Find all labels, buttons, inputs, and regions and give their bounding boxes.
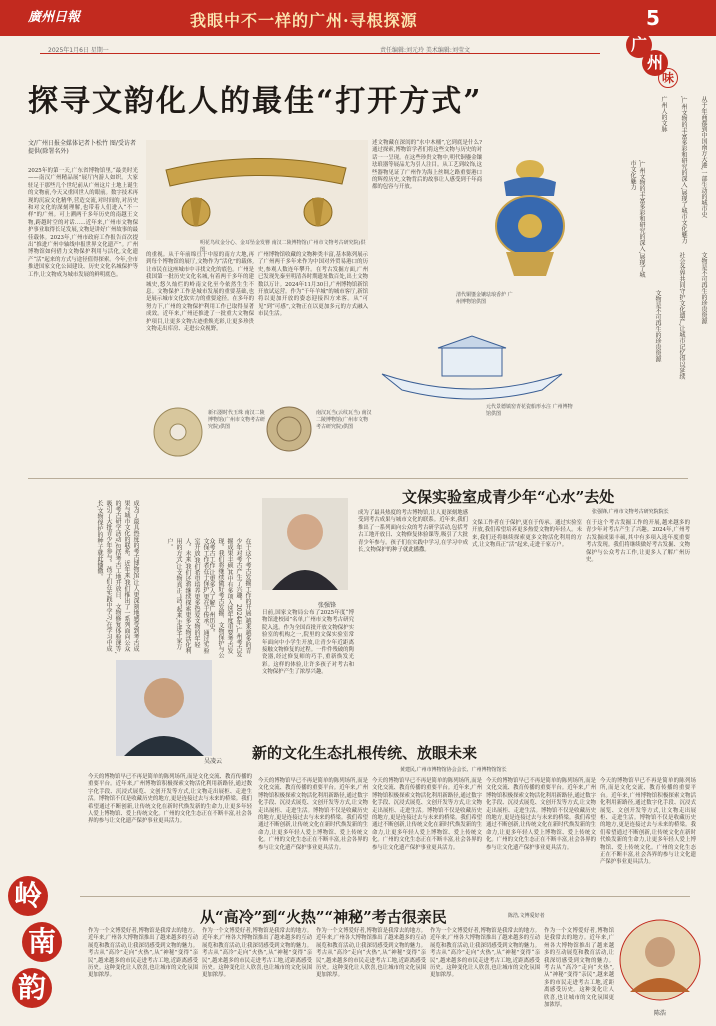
author-portrait <box>262 498 348 590</box>
story2-vertical-text: 文保工作者在于保护,更在于传承。通过实验室开放,我们希望培养更多热爱文物的年轻人。未来,我们还将继续探索更多文物活化利用的方式,让文物真正“活”起来,走进千家万户。 <box>166 538 209 654</box>
right-col: 社会各界共同守护文化遗产,让城市记忆得以延续 <box>678 252 685 380</box>
lingnan-badge <box>8 876 74 1026</box>
divider <box>28 478 688 479</box>
story2-vertical-text: 在于这个考古发掘工作的开展,越来越多的青少年对考古产生了兴趣。2024年,广州考古发掘成果丰硕,其中有多项入选年度重要考古发现。我们将继续做好考古发掘、文物保护与公众考古工作,让更多人了解广州历史。 <box>208 538 251 658</box>
right-col: 从千年商都到中国南方大港,一部生动的城市史 <box>700 96 707 218</box>
porcelain-boat-image <box>372 334 572 404</box>
story2-col2: 成为了最具热度的考古博物馆,让人更深刻地感受到考古成果与城市文化的联系。近年来,我们推出了一系列面向公众的考古研学活动,包括考古工地开放日、文物修复体验课等,吸引了大批青少年参与。孩子们在实践中学习,在学习中成长,文物保护的种子就此播撒。 <box>358 510 468 554</box>
main-col2: 的重视。从千年前绵亘于中原的南方大地,再到每个博物馆的展厅,文物作为“活化”的载体,让市民在这座城市中寻找文化的底色。广州是我国第一批历史文化名城,有着两千多年的建城史,悠久灿烂的岭南文化至今依然生生不息。文物保护工作是城市发展的重要基础,也是展示城市文化软实力的重要途径。在多年的努力下,广州的文物保护利用工作已取得显著成效。近年来,广州还推进了一批重大文物保护项目,让更多文物古迹重焕光彩,让更多珍贵文物走出库房、走进公众视野。 <box>146 252 254 333</box>
main-col4: 述文物藏在深闺的“水中木桶”,它到底是什么?通过探索,博物馆学者们将这些文物与历史的对话一一呈现。在这些珍贵文物中,明代铜鎏金镶珐琅器等展品尤为引人注目。从工艺到纹饰,这些器物见证了广州作为海上丝绸之路重要港口的辉煌历史,文物背后的故事让人感受到千年商都的包容与开放。 <box>372 140 482 191</box>
badge-char: 南 <box>22 922 62 962</box>
story3-col1: 今天的博物馆早已不再是简单的陈列场所,而是文化交流、教育传播的重要平台。近年来,广州博物馆积极探索文物活化利用新路径,通过数字化手段、沉浸式展览、文创开发等方式,让文物走出展柜、走进生活。博物馆不仅是收藏历史的地方,更是连接过去与未来的桥梁。我们希望通过不断创新,让传统文化在新时代焕发新的生命力,让更多年轻人爱上博物馆、爱上传统文化。广州的文化生态正在不断丰富,社会各界的参与让文化遗产保护事业更具活力。 <box>88 774 252 825</box>
story4-col1: 作为一个文博爱好者,博物馆是我常去的地方。近年来,广州各大博物馆推出了越来越多的互动展览和教育活动,让我深切感受到文物的魅力。考古从“高冷”走向“火热”,从“神秘”变得“亲民”,越来越多的市民走进考古工地,近距离感受历史。这种变化让人欣喜,也让城市的文化氛围更加浓厚。 <box>88 928 198 979</box>
section-mark <box>626 28 682 88</box>
story4-name: 陈浩 <box>654 1010 667 1017</box>
story3-col4: 今天的博物馆早已不再是简单的陈列场所,而是文化交流、教育传播的重要平台。近年来,广州博物馆积极探索文物活化利用新路径,通过数字化手段、沉浸式展览、文创开发等方式,让文物走出展柜、走进生活。博物馆不仅是收藏历史的地方,更是连接过去与未来的桥梁。我们希望通过不断创新,让传统文化在新时代焕发新的生命力,让更多年轻人爱上博物馆、爱上传统文化。广州的文化生态正在不断丰富,社会各界的参与让文化遗产保护事业更具活力。 <box>486 778 596 851</box>
tile-disc-caption: 南汉瓦当(云纹瓦当) 南汉二陵博物馆(广州市文物考古研究院)供图 <box>316 410 372 430</box>
issue-info <box>40 42 600 54</box>
column-slogan: 我眼中不一样的广州·寻根探源 <box>190 11 418 30</box>
gold-ornament-image <box>146 140 368 240</box>
right-col: 广州人的文脉 <box>660 96 667 132</box>
story2-author-note: 张强锋,广州市文物考古研究院院长 <box>592 509 669 515</box>
story3-col3: 今天的博物馆早已不再是简单的陈列场所,而是文化交流、教育传播的重要平台。近年来,广州博物馆积极探索文物活化利用新路径,通过数字化手段、沉浸式展览、文创开发等方式,让文物走出展柜、走进生活。博物馆不仅是收藏历史的地方,更是连接过去与未来的桥梁。我们希望通过不断创新,让传统文化在新时代焕发新的生命力,让更多年轻人爱上博物馆、爱上传统文化。广州的文化生态正在不断丰富,社会各界的参与让文化遗产保护事业更具活力。 <box>372 778 482 851</box>
story2-title: 文保实验室成青少年“心水”去处 <box>402 488 615 506</box>
issue-date: 2025年1月6日 星期一 <box>48 47 109 54</box>
jade-bead-image <box>150 404 206 460</box>
badge-char: 岭 <box>8 876 48 916</box>
divider <box>80 896 690 897</box>
tile-disc-image <box>264 404 314 454</box>
main-col1: 2025年的第一天,广东省博物馆里,“最美时光——南汉广州精品展”展厅内游人如织。大家驻足于那些几个世纪前从广州这片土地上诞生的文物前,今天又重回世人的眼前。数字技术再现的沉寂文化精华,营造交流,对时间的,对历史和对文化的深刻理解,也带着人们进入“不一样”的广州。可上溯两千多年历史的南越王文物,跨越时空的对话……近年来,广州市文物保护事业取得长足发展,文物是讲好广州故事的最佳载体。2023年,广州市政府工作报告首次提出“推进广州中轴线申报世界文化遗产”。广州博物馆如何借力文物保护利用与活化,文化遗产“活”起来的方式与途径值得探索。今年,全市推进国家文化公园建设、历史文化名城保护等工作,让文物成为城市发展的鲜明底色。 <box>28 168 138 278</box>
story2-col3: 文保工作者在于保护,更在于传承。通过实验室开放,我们希望培养更多热爱文物的年轻人。未来,我们还将继续探索更多文物活化利用的方式,让文物真正“活”起来,走进千家万户。 <box>472 520 582 549</box>
story4-col4: 作为一个文博爱好者,博物馆是我常去的地方。近年来,广州各大博物馆推出了越来越多的互动展览和教育活动,让我深切感受到文物的魅力。考古从“高冷”走向“火热”,从“神秘”变得“亲民”,越来越多的市民走进考古工地,近距离感受历史。这种变化让人欣喜,也让城市的文化氛围更加浓厚。 <box>430 928 540 979</box>
story2-author: 张强锋 <box>318 602 337 609</box>
section-char: 州 <box>642 50 668 76</box>
story2-col4: 在于这个考古发掘工作的开展,越来越多的青少年对考古产生了兴趣。2024年,广州考古发掘成果丰硕,其中有多项入选年度重要考古发现。我们将继续做好考古发掘、文物保护与公众考古工作,让更多人了解广州历史。 <box>586 520 690 564</box>
right-col: ,广州文物的丰富多彩和研究的深入,展现了城市文化魅力 <box>629 160 645 278</box>
page-banner <box>0 0 716 36</box>
main-col3: 广州博物馆收藏的文物种类丰富,基本陈列展示了广州两千多年来作为中国对外贸易港口的历史,参观人数连年攀升。在考古发掘方面,广州已发现先秦至明清各时期遗址数百处,出土文物数以万计。2024年11月30日,广州博物馆新馆开放试运营。作为“千年羊城”的城市客厅,新馆将以更加开放的姿态迎接四方来客。从“可见”到“可感”,文物正在以更加多元的方式融入市民生活。 <box>258 252 369 318</box>
story3-name: 吴凌云 <box>204 758 223 765</box>
boat-caption: 元代景德镇窑青花瓷船形水注 广州博物馆供图 <box>486 404 573 417</box>
right-col: 文物是不可再生的珍贵资源 <box>700 252 707 324</box>
section-char: 味 <box>658 68 678 88</box>
incense-burner-image <box>484 142 576 292</box>
story3-title: 新的文化生态扎根传统、放眼未来 <box>252 744 478 762</box>
author-portrait <box>116 660 212 756</box>
main-headline: 探寻文韵化人的最佳“打开方式” <box>28 84 483 119</box>
newspaper-logo: 廣州日報 <box>28 10 81 25</box>
incense-caption: 清代铜鎏金镶珐琅香炉 广州博物馆供图 <box>456 292 513 305</box>
story3-col2: 今天的博物馆早已不再是简单的陈列场所,而是文化交流、教育传播的重要平台。近年来,广州博物馆积极探索文物活化利用新路径,通过数字化手段、沉浸式展览、文创开发等方式,让文物走出展柜、走进生活。博物馆不仅是收藏历史的地方,更是连接过去与未来的桥梁。我们希望通过不断创新,让传统文化在新时代焕发新的生命力,让更多年轻人爱上博物馆、爱上传统文化。广州的文化生态正在不断丰富,社会各界的参与让文化遗产保护事业更具活力。 <box>258 778 368 851</box>
main-byline: 文/广州日报全媒体记者卜松竹 图/受访者提供(除署名外) <box>28 140 136 155</box>
page-number: 5 <box>646 6 660 30</box>
section-char: 广 <box>626 32 652 58</box>
story4-col5: 作为一个文博爱好者,博物馆是我常去的地方。近年来,广州各大博物馆推出了越来越多的互动展览和教育活动,让我深切感受到文物的魅力。考古从“高冷”走向“火热”,从“神秘”变得“亲民”,越来越多的市民走进考古工地,近距离感受历史。这种变化让人欣喜,也让城市的文化氛围更加浓厚。 <box>544 928 614 1009</box>
story3-author: 黄建民,广州市博物馆协会会长、广州博物馆馆长 <box>400 767 507 773</box>
story2-vertical-text: 成为了最具热度的考古博物馆,让人更深刻地感受到考古成果与城市文化的联系。近年来,我们推出了一系列面向公众的考古研学活动,包括考古工地开放日、文物修复体验课等,吸引了大批青少年参与。孩子们在实践中学习,在学习中成长,文物保护的种子就此播撒。 <box>96 500 139 654</box>
story4-author: 陈浩,文博爱好者 <box>508 913 545 919</box>
editors: 责任编辑:刘元玲 美术编辑:刘莹文 <box>380 47 470 54</box>
jade-bead-caption: 新石器时代玉珠 南汉二陵博物馆(广州市文物考古研究院)供图 <box>208 410 265 430</box>
author-portrait <box>618 918 702 1002</box>
story4-col2: 作为一个文博爱好者,博物馆是我常去的地方。近年来,广州各大博物馆推出了越来越多的互动展览和教育活动,让我深切感受到文物的魅力。考古从“高冷”走向“火热”,从“神秘”变得“亲民”,越来越多的市民走进考古工地,近距离感受历史。这种变化让人欣喜,也让城市的文化氛围更加浓厚。 <box>202 928 312 979</box>
story4-col3: 作为一个文博爱好者,博物馆是我常去的地方。近年来,广州各大博物馆推出了越来越多的互动展览和教育活动,让我深切感受到文物的魅力。考古从“高冷”走向“火热”,从“神秘”变得“亲民”,越来越多的市民走进考古工地,近距离感受历史。这种变化让人欣喜,也让城市的文化氛围更加浓厚。 <box>316 928 426 979</box>
right-col: ,广州文物的丰富多彩和研究的深入,展现了城市文化魅力 <box>680 96 687 244</box>
right-col: 文物是不可再生的珍贵资源 <box>654 290 661 362</box>
badge-char: 韵 <box>12 968 52 1008</box>
story4-title: 从“高冷”到“火热”“神秘”考古很亲民 <box>200 908 447 926</box>
ornament-caption: 明花鸟纹金分心、金耳坠金发簪 南汉二陵博物馆(广州市文物考古研究院)供图 <box>200 240 366 253</box>
story2-col1: 日前,国家文物局公布了2025年度“博物馆进校园”名单,广州市文物考古研究院入选。作为全国首批开放文物保护实验室的机构之一,院里的文保实验室常年面向中小学生开放,让青少年近距离接触文物修复的过程。一件件残破的陶瓷器,经过修复师的巧手,重新焕发光彩。这样的体验,让许多孩子对考古和文物保护产生了浓厚兴趣。 <box>262 610 354 676</box>
story3-col5: 今天的博物馆早已不再是简单的陈列场所,而是文化交流、教育传播的重要平台。近年来,广州博物馆积极探索文物活化利用新路径,通过数字化手段、沉浸式展览、文创开发等方式,让文物走出展柜、走进生活。博物馆不仅是收藏历史的地方,更是连接过去与未来的桥梁。我们希望通过不断创新,让传统文化在新时代焕发新的生命力,让更多年轻人爱上博物馆、爱上传统文化。广州的文化生态正在不断丰富,社会各界的参与让文化遗产保护事业更具活力。 <box>600 778 696 866</box>
